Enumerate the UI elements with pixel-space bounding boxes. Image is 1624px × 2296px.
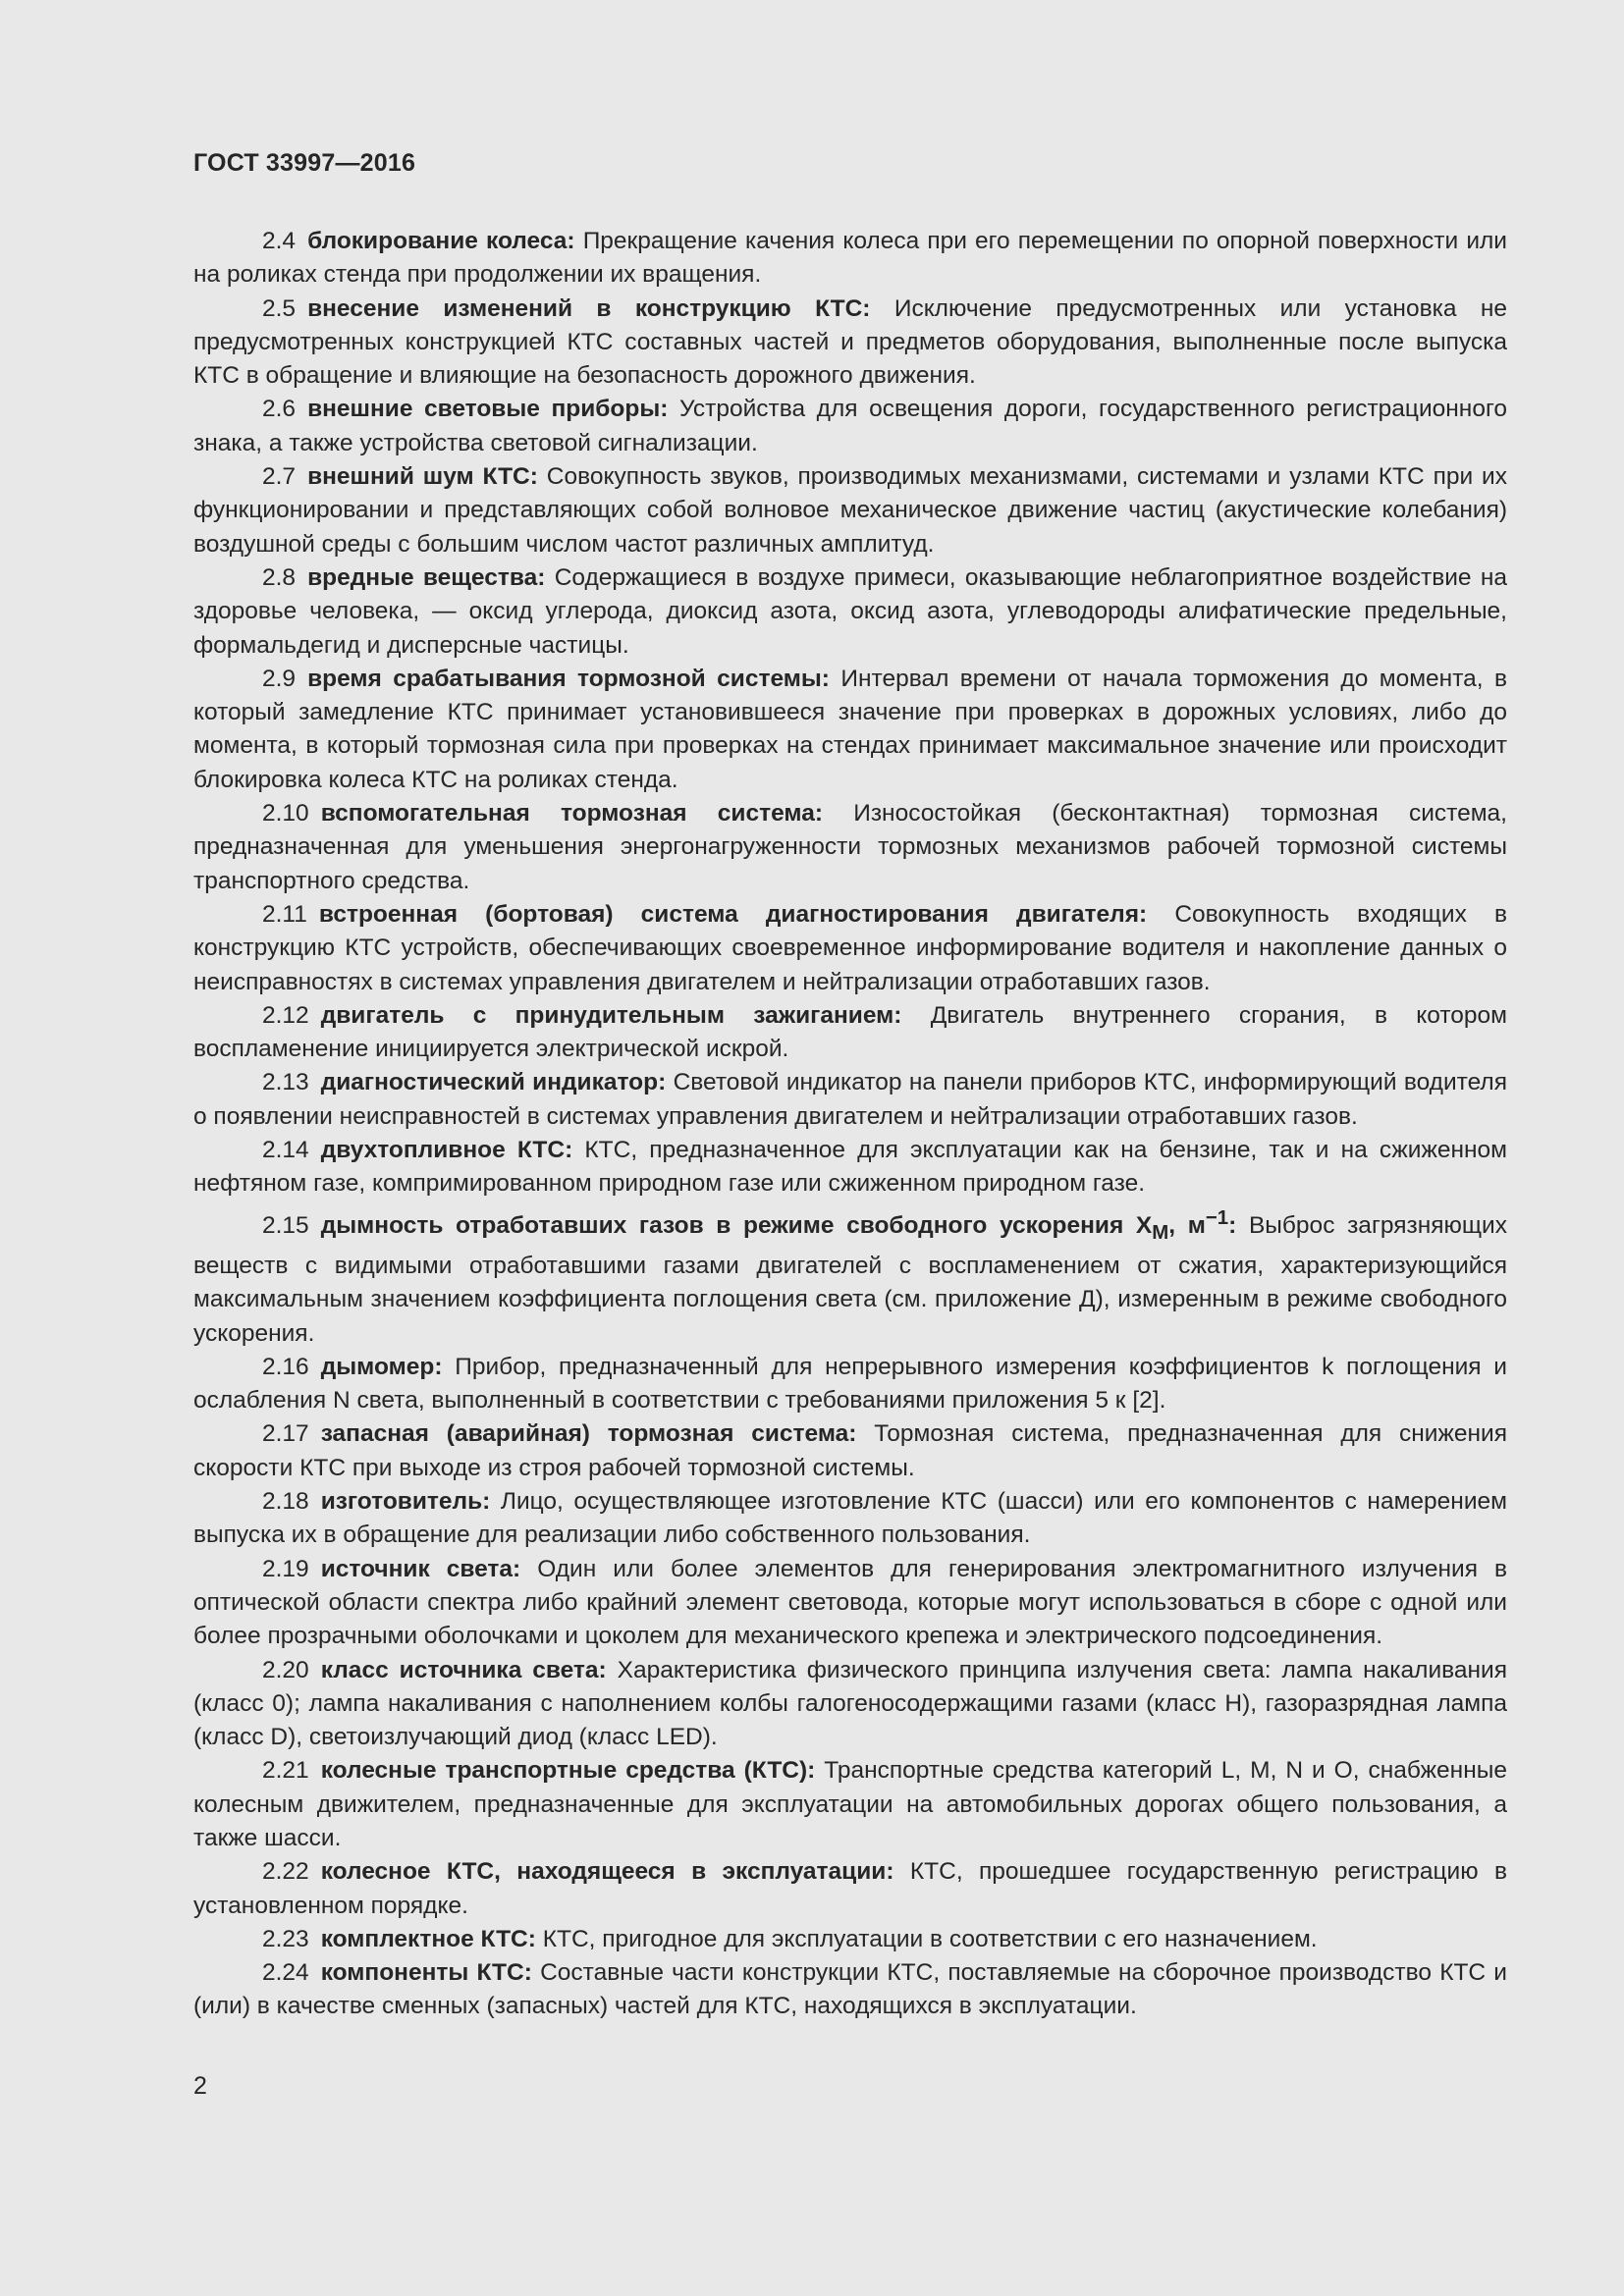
- term-number: 2.12: [262, 1001, 309, 1029]
- term-definition: КТС, прошедшее государственную регистрацию в установленном порядке.: [193, 1858, 1507, 1919]
- term-name-subscript: М: [1152, 1221, 1169, 1244]
- term-2-18: [193, 1485, 1507, 1553]
- term-definition: Износостойкая (бесконтактная) тормозная система, предназначенная для уменьшения энергонагруженности тормозных механизмов рабочей тормозной системы транспортного средства.: [193, 800, 1507, 894]
- term-name: класс источника света:: [320, 1656, 607, 1683]
- term-definition: Характеристика физического принципа излучения света: лампа накаливания (класс 0); лампа накаливания с наполнением колбы галогеносодержащими газами (класс H), газоразрядная лампа (класс D), светоизлучающий диод (класс LED).: [193, 1656, 1507, 1751]
- term-2-8: [193, 561, 1507, 663]
- term-number: 2.8: [262, 563, 297, 591]
- term-2-19: [193, 1553, 1507, 1654]
- term-definition: Исключение предусмотренных или установка не предусмотренных конструкцией КТС составных частей и предметов оборудования, выполненные после выпуска КТС в обращение и влияющие на безопасность дорожного движения.: [193, 294, 1507, 390]
- term-2-14: [193, 1134, 1507, 1201]
- term-definition: Световой индикатор на панели приборов КТС, информирующий водителя о появлении неисправностей в системах управления двигателем и нейтрализации отработавших газов.: [193, 1069, 1507, 1130]
- term-number: 2.7: [262, 463, 297, 491]
- term-definition: Интервал времени от начала торможения до момента, в который замедление КТС принимает установившееся значение при проверках в дорожных условиях, либо до момента, в который тормозная сила при проверках на стендах принимает максимальное значение или происходит блокировка колеса КТС на роликах стенда.: [193, 665, 1508, 793]
- term-definition: Совокупность входящих в конструкцию КТС устройств, обеспечивающих своевременное информирование водителя и накопление данных о неисправностях в системах управления двигателем и нейтрализации отработавших газов.: [193, 900, 1507, 995]
- term-2-17: [193, 1417, 1507, 1485]
- term-2-22: [193, 1855, 1507, 1923]
- term-2-15: [193, 1201, 1507, 1351]
- term-2-16: [193, 1351, 1507, 1418]
- term-2-4: [193, 225, 1507, 293]
- term-name: колесные транспортные средства (КТС):: [320, 1757, 816, 1785]
- term-2-11: [193, 898, 1507, 999]
- term-name: [320, 1206, 1237, 1244]
- term-definition: Прекращение качения колеса при его перемещении по опорной поверхности или на роликах стенда при продолжении их вращения.: [193, 228, 1507, 289]
- term-name-superscript: −1: [1205, 1206, 1229, 1229]
- term-definition: Содержащиеся в воздухе примеси, оказывающие неблагоприятное воздействие на здоровье человека, — оксид углерода, диоксид азота, оксид азота, углеводороды алифатические предельные, формальдегид и дисперсные частицы.: [193, 563, 1507, 659]
- term-number: 2.6: [262, 396, 297, 423]
- term-definition: Устройства для освещения дороги, государственного регистрационного знака, а также устройства световой сигнализации.: [193, 396, 1507, 456]
- term-2-20: [193, 1654, 1507, 1755]
- term-definition: Двигатель внутреннего сгорания, в котором воспламенение инициируется электрической искрой.: [193, 1001, 1507, 1063]
- term-2-6: [193, 393, 1507, 460]
- term-2-5: [193, 293, 1507, 394]
- term-2-21: [193, 1754, 1507, 1855]
- term-name: источник света:: [320, 1555, 521, 1582]
- term-2-9: [193, 663, 1507, 797]
- term-number: 2.11: [262, 900, 307, 928]
- term-name: блокирование колеса:: [307, 228, 575, 254]
- term-name: диагностический индикатор:: [320, 1069, 667, 1096]
- term-name: запасная (аварийная) тормозная система:: [320, 1420, 857, 1448]
- term-name: дымомер:: [320, 1353, 443, 1380]
- term-definition: КТС, пригодное для эксплуатации в соответствии с его назначением.: [542, 1925, 1318, 1952]
- term-definition: Транспортные средства категорий L, M, N и O, снабженные колесным движителем, предназначенные для эксплуатации на автомобильных дорогах общего пользования, а также шасси.: [193, 1757, 1507, 1851]
- term-definition: КТС, предназначенное для эксплуатации как на бензине, так и на сжиженном нефтяном газе, компримированном природном газе или сжиженном природном газе.: [193, 1137, 1508, 1198]
- term-name: вредные вещества:: [307, 563, 546, 591]
- term-number: 2.10: [262, 800, 309, 828]
- term-number: 2.15: [262, 1211, 309, 1239]
- term-name: вспомогательная тормозная система:: [320, 800, 823, 828]
- terms-list: [193, 225, 1507, 2024]
- term-2-23: [193, 1923, 1507, 1956]
- term-number: 2.14: [262, 1137, 309, 1164]
- term-number: 2.17: [262, 1420, 309, 1448]
- term-number: 2.4: [262, 228, 297, 254]
- term-name: двигатель с принудительным зажиганием:: [320, 1001, 902, 1029]
- term-number: 2.16: [262, 1353, 309, 1380]
- term-name-text: дымность отработавших газов в режиме свободного ускорения X: [320, 1211, 1153, 1239]
- term-definition: Составные части конструкции КТС, поставляемые на сборочное производство КТС и (или) в качестве сменных (запасных) частей для КТС, находящихся в эксплуатации.: [193, 1959, 1507, 2020]
- term-name: компоненты КТС:: [320, 1959, 532, 1987]
- term-number: 2.21: [262, 1757, 309, 1785]
- term-name-colon: :: [1228, 1211, 1237, 1239]
- term-number: 2.5: [262, 294, 297, 322]
- term-2-13: [193, 1066, 1507, 1134]
- term-name: внешние световые приборы:: [307, 396, 669, 423]
- term-2-24: [193, 1956, 1507, 2024]
- term-2-10: [193, 797, 1507, 898]
- term-2-7: [193, 460, 1507, 561]
- page-number: 2: [193, 2072, 207, 2100]
- term-name: колесное КТС, находящееся в эксплуатации:: [320, 1858, 894, 1886]
- term-definition: Лицо, осуществляющее изготовление КТС (шасси) или его компонентов с намерением выпуска их в обращение для реализации либо собственного пользования.: [193, 1488, 1507, 1549]
- standard-code-header: ГОСТ 33997—2016: [193, 149, 416, 177]
- term-name-unit: , м: [1168, 1211, 1206, 1239]
- term-definition: Совокупность звуков, производимых механизмами, системами и узлами КТС при их функционировании и представляющих собой волновое механическое движение частиц (акустические колебания) воздушной среды с большим числом частот различных амплитуд.: [193, 463, 1507, 558]
- term-definition: Один или более элементов для генерирования электромагнитного излучения в оптической области спектра либо крайний элемент световода, которые могут использоваться в сборе с одной или более прозрачными оболочками и цоколем для механического крепежа и электрического подсоединения.: [193, 1555, 1507, 1650]
- term-definition: Тормозная система, предназначенная для снижения скорости КТС при выходе из строя рабочей тормозной системы.: [193, 1420, 1507, 1481]
- term-number: 2.23: [262, 1925, 309, 1952]
- term-name: двухтопливное КТС:: [320, 1137, 573, 1164]
- term-name: комплектное КТС:: [320, 1925, 536, 1952]
- term-number: 2.9: [262, 665, 297, 692]
- term-number: 2.20: [262, 1656, 309, 1683]
- term-name: встроенная (бортовая) система диагностирования двигателя:: [318, 900, 1148, 928]
- term-number: 2.19: [262, 1555, 309, 1582]
- term-name: внесение изменений в конструкцию КТС:: [307, 294, 871, 322]
- term-definition: Выброс загрязняющих веществ с видимыми отработавшими газами двигателей с воспламенением от сжатия, характеризующийся максимальным значением коэффициента поглощения света (см. приложение Д), измеренным в режиме свободного ускорения.: [193, 1211, 1507, 1347]
- term-number: 2.18: [262, 1488, 309, 1516]
- term-name: время срабатывания тормозной системы:: [307, 665, 830, 692]
- term-number: 2.22: [262, 1858, 309, 1886]
- term-name: изготовитель:: [320, 1488, 491, 1516]
- term-number: 2.13: [262, 1069, 309, 1096]
- term-2-12: [193, 999, 1507, 1067]
- term-name: внешний шум КТС:: [307, 463, 538, 491]
- term-definition: Прибор, предназначенный для непрерывного измерения коэффициентов k поглощения и ослабления N света, выполненный в соответствии с требованиями приложения 5 к [2].: [193, 1353, 1507, 1415]
- term-number: 2.24: [262, 1959, 309, 1987]
